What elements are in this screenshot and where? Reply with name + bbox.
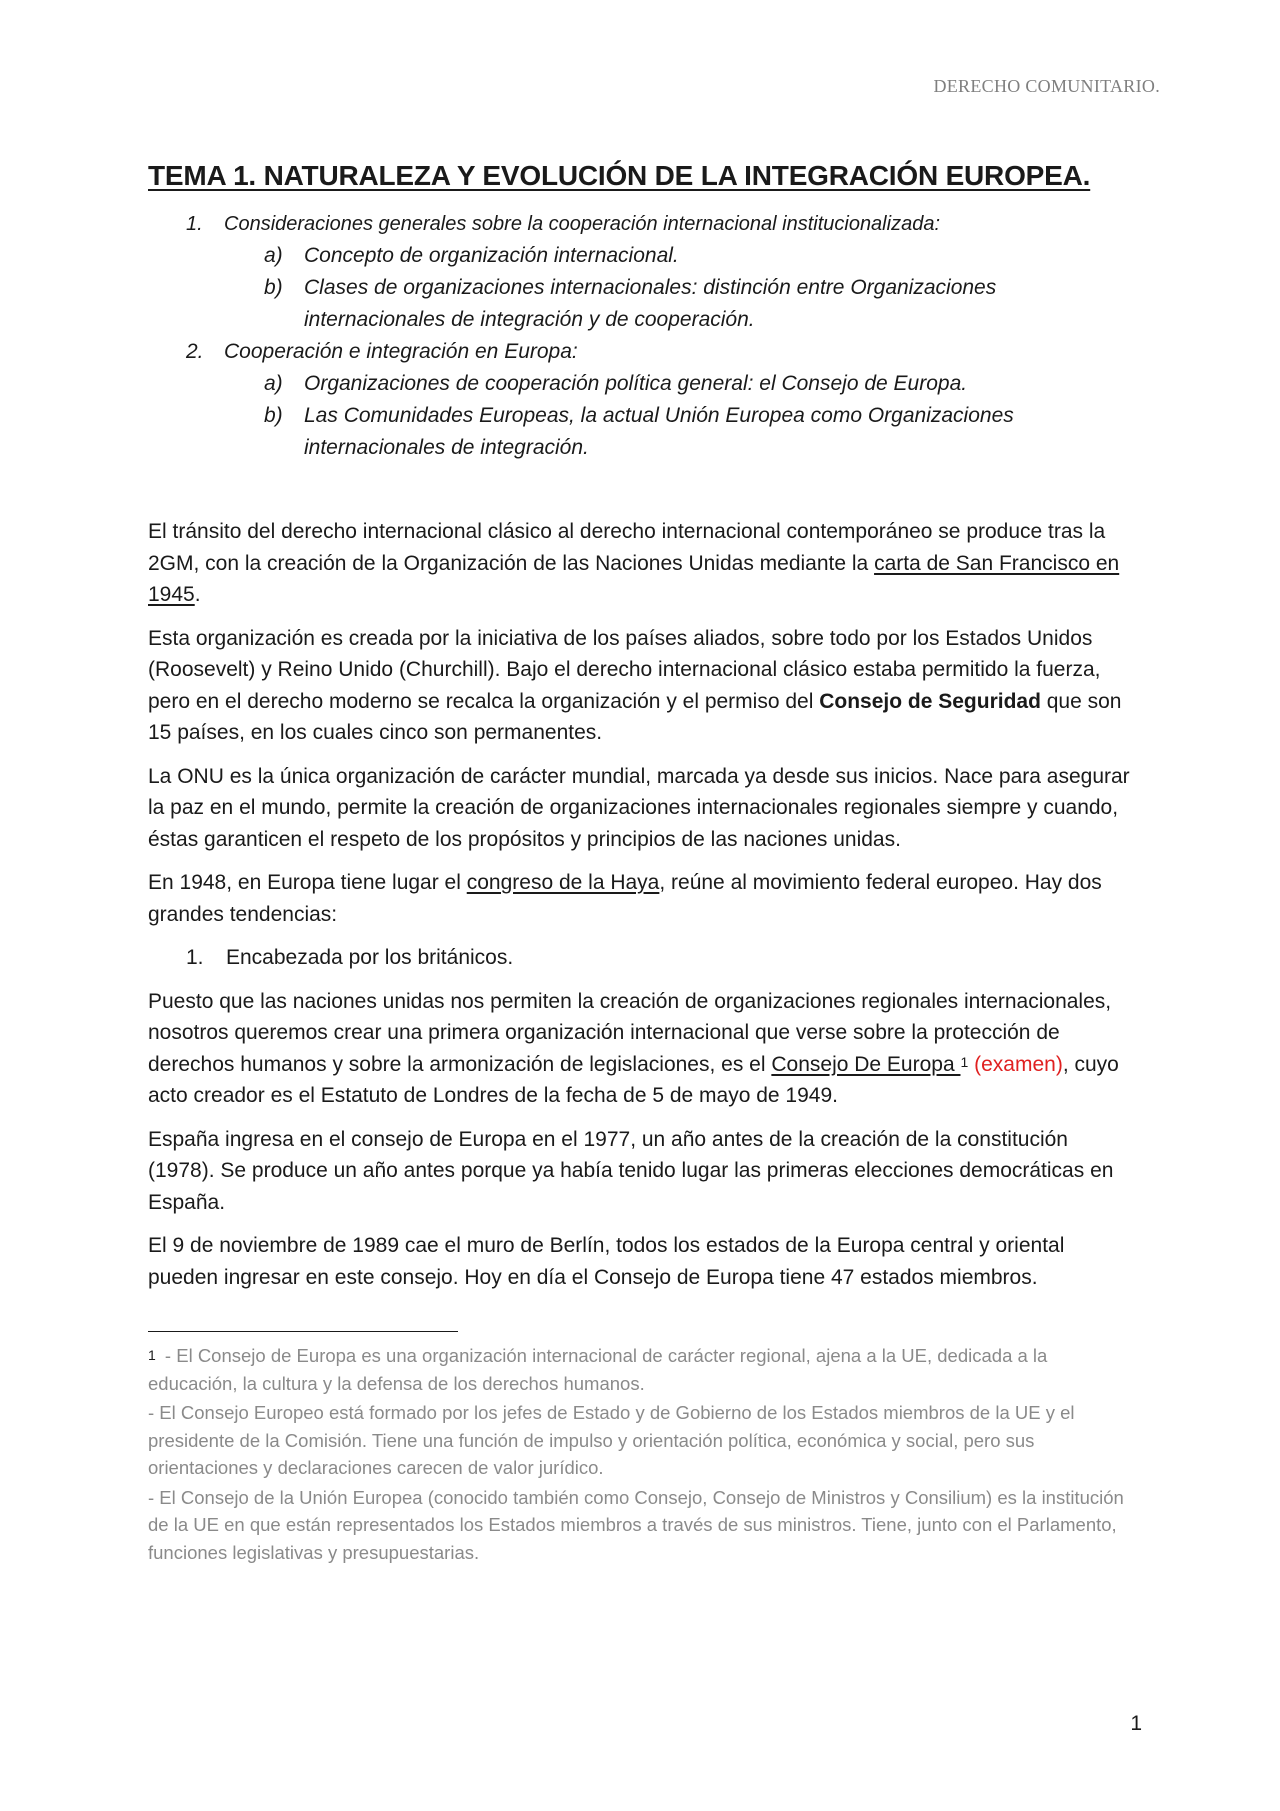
underlined-term: Consejo De Europa [771, 1052, 961, 1076]
syllabus-subitem [148, 272, 1138, 336]
syllabus-item [148, 208, 1138, 240]
syllabus-subitem-text: Clases de organizaciones internacionales: distinción entre Organizaciones internacionales de integración y de cooperación. [304, 276, 997, 331]
list-item-text: Encabezada por los británicos. [226, 946, 514, 969]
footnote-text: - El Consejo de Europa es una organización internacional de carácter regional, ajena a la UE, dedicada a la educación, la cultura y la defensa de los derechos humanos. [148, 1345, 1048, 1394]
footnote: - El Consejo Europeo está formado por los jefes de Estado y de Gobierno de los Estados miembros de la UE y el presidente de la Comisión. Tiene una función de impulso y orientación política, económica y social, pero sus orientaciones y declaraciones carecen de valor jurídico. [148, 1402, 1075, 1478]
paragraph-text: . [194, 583, 201, 606]
paragraph-text: que son 15 países, en los cuales cinco son permanentes. [148, 689, 1122, 744]
footnote-marker: 1 [148, 1347, 156, 1363]
paragraph: La ONU es la única organización de carácter mundial, marcada ya desde sus inicios. Nace para asegurar la paz en el mundo, permite la creación de organizaciones internacionales regionales siempre y cuando, éstas garanticen el respeto de los propósitos y principios de las naciones unidas. [148, 764, 1130, 851]
syllabus-subitem [148, 368, 1138, 400]
syllabus-subitem-letter: a) [264, 244, 283, 267]
paragraph-text: , cuyo acto creador es el Estatuto de Londres de la fecha de 5 de mayo de 1949. [148, 1052, 1119, 1107]
paragraph [148, 867, 1138, 930]
underlined-term: carta de San Francisco en 1945 [148, 551, 1120, 606]
page-title: TEMA 1. NATURALEZA Y EVOLUCIÓN DE LA INTEGRACIÓN EUROPEA. [148, 160, 1091, 191]
syllabus-subitem [148, 400, 1138, 464]
syllabus-subitem-text: Las Comunidades Europeas, la actual Unión Europea como Organizaciones internacionales de integración. [304, 404, 1014, 459]
paragraph-text: , reúne al movimiento federal europeo. Hay dos grandes tendencias: [148, 871, 1102, 926]
bold-term: Consejo de Seguridad [819, 689, 1041, 713]
syllabus-item-text: Consideraciones generales sobre la cooperación internacional institucionalizada: [224, 213, 940, 235]
footnote-reference[interactable]: 1 [960, 1053, 969, 1070]
syllabus-item-text: Cooperación e integración en Europa: [224, 340, 578, 363]
body-text [148, 516, 1138, 1293]
paragraph: España ingresa en el consejo de Europa en el 1977, un año antes de la creación de la constitución (1978). Se produce un año antes porque ya había tenido lugar las primeras elecciones democráticas en España. [148, 1127, 1114, 1214]
syllabus-subitem-text: Concepto de organización internacional. [304, 244, 679, 267]
syllabus-subitem [148, 240, 1138, 272]
paragraph [148, 623, 1138, 749]
syllabus-list [148, 208, 1138, 464]
paragraph-text: Esta organización es creada por la iniciativa de los países aliados, sobre todo por los Estados Unidos (Roosevelt) y Reino Unido (Churchill). Bajo el derecho internacional clásico estaba permitido la fuerza, pero en el derecho moderno se recalca la organización y el permiso del [148, 626, 1101, 713]
page-number: 1 [1130, 1712, 1142, 1735]
syllabus-subitem-letter: a) [264, 372, 283, 395]
footnote-divider [148, 1331, 458, 1332]
footnotes [148, 1342, 1138, 1566]
paragraph-text: El tránsito del derecho internacional clásico al derecho internacional contemporáneo se produce tras la 2GM, con la creación de la Organización de las Naciones Unidas mediante la [148, 520, 1106, 575]
list-item [148, 942, 1138, 974]
footnote: - El Consejo de la Unión Europea (conocido también como Consejo, Consejo de Ministros y Consilium) es la institución de la UE en que están representados los Estados miembros a través de sus ministros. Tiene, junto con el Parlamento, funciones legislativas y presupuestarias. [148, 1486, 1124, 1563]
footnote [148, 1342, 1138, 1397]
syllabus-subitem-text: Organizaciones de cooperación política general: el Consejo de Europa. [304, 372, 968, 395]
paragraph-text: En 1948, en Europa tiene lugar el [148, 871, 467, 894]
underlined-term: congreso de la Haya [466, 871, 660, 894]
paragraph [148, 986, 1138, 1112]
syllabus-item-number: 1. [186, 213, 203, 235]
syllabus-item-number: 2. [186, 340, 204, 363]
syllabus-subitem-letter: b) [264, 276, 283, 299]
syllabus-item [148, 336, 1138, 368]
paragraph-text: Puesto que las naciones unidas nos permiten la creación de organizaciones regionales internacionales, nosotros queremos crear una primera organización internacional que verse sobre la protección de derechos humanos y sobre la armonización de legislaciones, es el [148, 989, 1112, 1076]
paragraph [148, 516, 1138, 611]
paragraph: El 9 de noviembre de 1989 cae el muro de Berlín, todos los estados de la Europa central y oriental pueden ingresar en este consejo. Hoy en día el Consejo de Europa tiene 47 estados miembros. [148, 1234, 1065, 1289]
exam-note: (examen) [968, 1052, 1063, 1076]
syllabus-subitem-letter: b) [264, 404, 283, 427]
running-header: DERECHO COMUNITARIO. [933, 76, 1160, 96]
page-content [148, 160, 1138, 1568]
list-item-number: 1. [186, 946, 204, 969]
